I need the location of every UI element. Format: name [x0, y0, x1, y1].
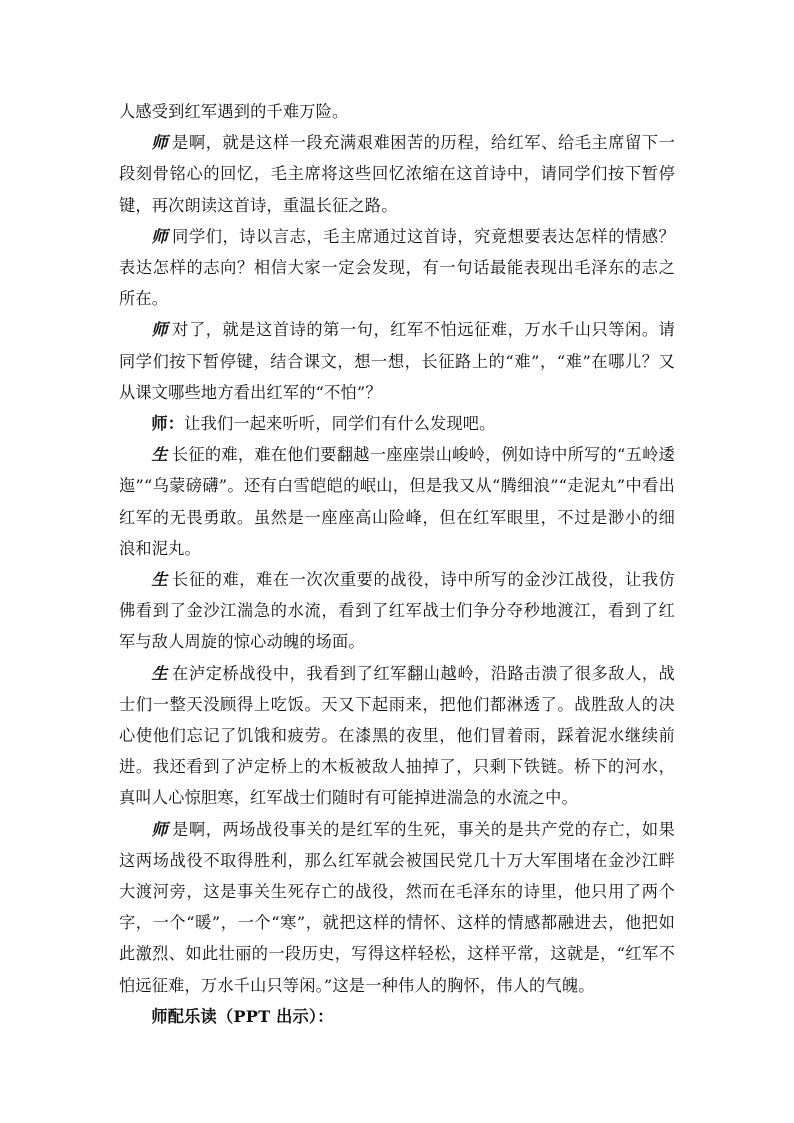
speaker-label: 生 — [151, 445, 168, 465]
document-body — [119, 96, 675, 1032]
speaker-label: 师： — [151, 414, 185, 434]
speaker-label: 师 — [151, 320, 169, 340]
closing-heading: 师配乐读（PPT 出示）： — [151, 1006, 334, 1026]
teacher-paragraph — [119, 314, 675, 408]
paragraph-continuation — [119, 96, 675, 127]
teacher-paragraph — [119, 221, 675, 315]
paragraph-text: 人感受到红军遇到的千难万险。 — [119, 102, 349, 121]
speaker-label: 师 — [151, 226, 169, 246]
paragraph-text: 对了，就是这首诗的第一句，红军不怕远征难，万水千山只等闲。请同学们按下暂停键，结合课文，想一想，长征路上的“难”，“难”在哪儿？又从课文哪些地方看出红军的“不怕”？ — [119, 320, 676, 402]
paragraph-text: 长征的难，难在一次次重要的战役，诗中所写的金沙江战役，让我仿佛看到了金沙江湍急的水流，看到了红军战士们争分夺秒地渡江，看到了红军与敌人周旋的惊心动魄的场面。 — [119, 570, 676, 652]
student-paragraph — [119, 658, 675, 814]
student-paragraph — [119, 564, 675, 658]
teacher-paragraph — [119, 408, 675, 439]
paragraph-text: 同学们，诗以言志，毛主席通过这首诗，究竟想要表达怎样的情感？表达怎样的志向？相信大家一定会发现，有一句话最能表现出毛泽东的志之所在。 — [119, 226, 676, 309]
speaker-label: 师 — [151, 819, 169, 839]
speaker-label: 生 — [151, 570, 169, 590]
paragraph-text: 是啊，就是这样一段充满艰难困苦的历程，给红军、给毛主席留下一段刻骨铭心的回忆，毛主席将这些回忆浓缩在这首诗中，请同学们按下暂停键，再次朗读这首诗，重温长征之路。 — [119, 133, 676, 215]
paragraph-text: 让我们一起来听听，同学们有什么发现吧。 — [184, 414, 496, 434]
teacher-paragraph — [119, 127, 675, 221]
paragraph-text: 是啊，两场战役事关的是红军的生死，事关的是共产党的存亡，如果这两场战役不取得胜利，那么红军就会被国民党几十万大军围堵在金沙江畔大渡河旁，这是事关生死存亡的战役，然而在毛泽东的诗里，他只用了两个字，一个“暖”，一个“寒”，就把这样的情怀、这样的情感都融进去，他把如此激烈、如此壮丽的一段历史，写得这样轻松，这样平常，这就是，“红军不怕远征难，万水千山只等闲。”这是一种伟人的胸怀，伟人的气魄。 — [119, 819, 676, 995]
paragraph-text: 在泸定桥战役中，我看到了红军翻山越岭，沿路击溃了很多敌人，战士们一整天没顾得上吃饭。天又下起雨来，把他们都淋透了。战胜敌人的决心使他们忘记了饥饿和疲劳。在漆黑的夜里，他们冒着雨，踩着泥水继续前进。我还看到了泸定桥上的木板被敌人抽掉了，只剩下铁链。桥下的河水，真叫人心惊胆寒，红军战士们随时有可能掉进湍急的水流之中。 — [119, 663, 676, 808]
speaker-label: 生 — [151, 663, 169, 683]
speaker-label: 师 — [151, 133, 169, 153]
paragraph-text: 长征的难，难在他们要翻越一座座崇山峻岭，例如诗中所写的“五岭逶迤”“乌蒙磅礴”。还有白雪皑皑的岷山，但是我又从“腾细浪”“走泥丸”中看出红军的无畏勇敢。虽然是一座座高山险峰，但在红军眼里，不过是渺小的细浪和泥丸。 — [119, 445, 675, 558]
student-paragraph — [119, 439, 675, 564]
teacher-paragraph — [119, 814, 675, 1001]
